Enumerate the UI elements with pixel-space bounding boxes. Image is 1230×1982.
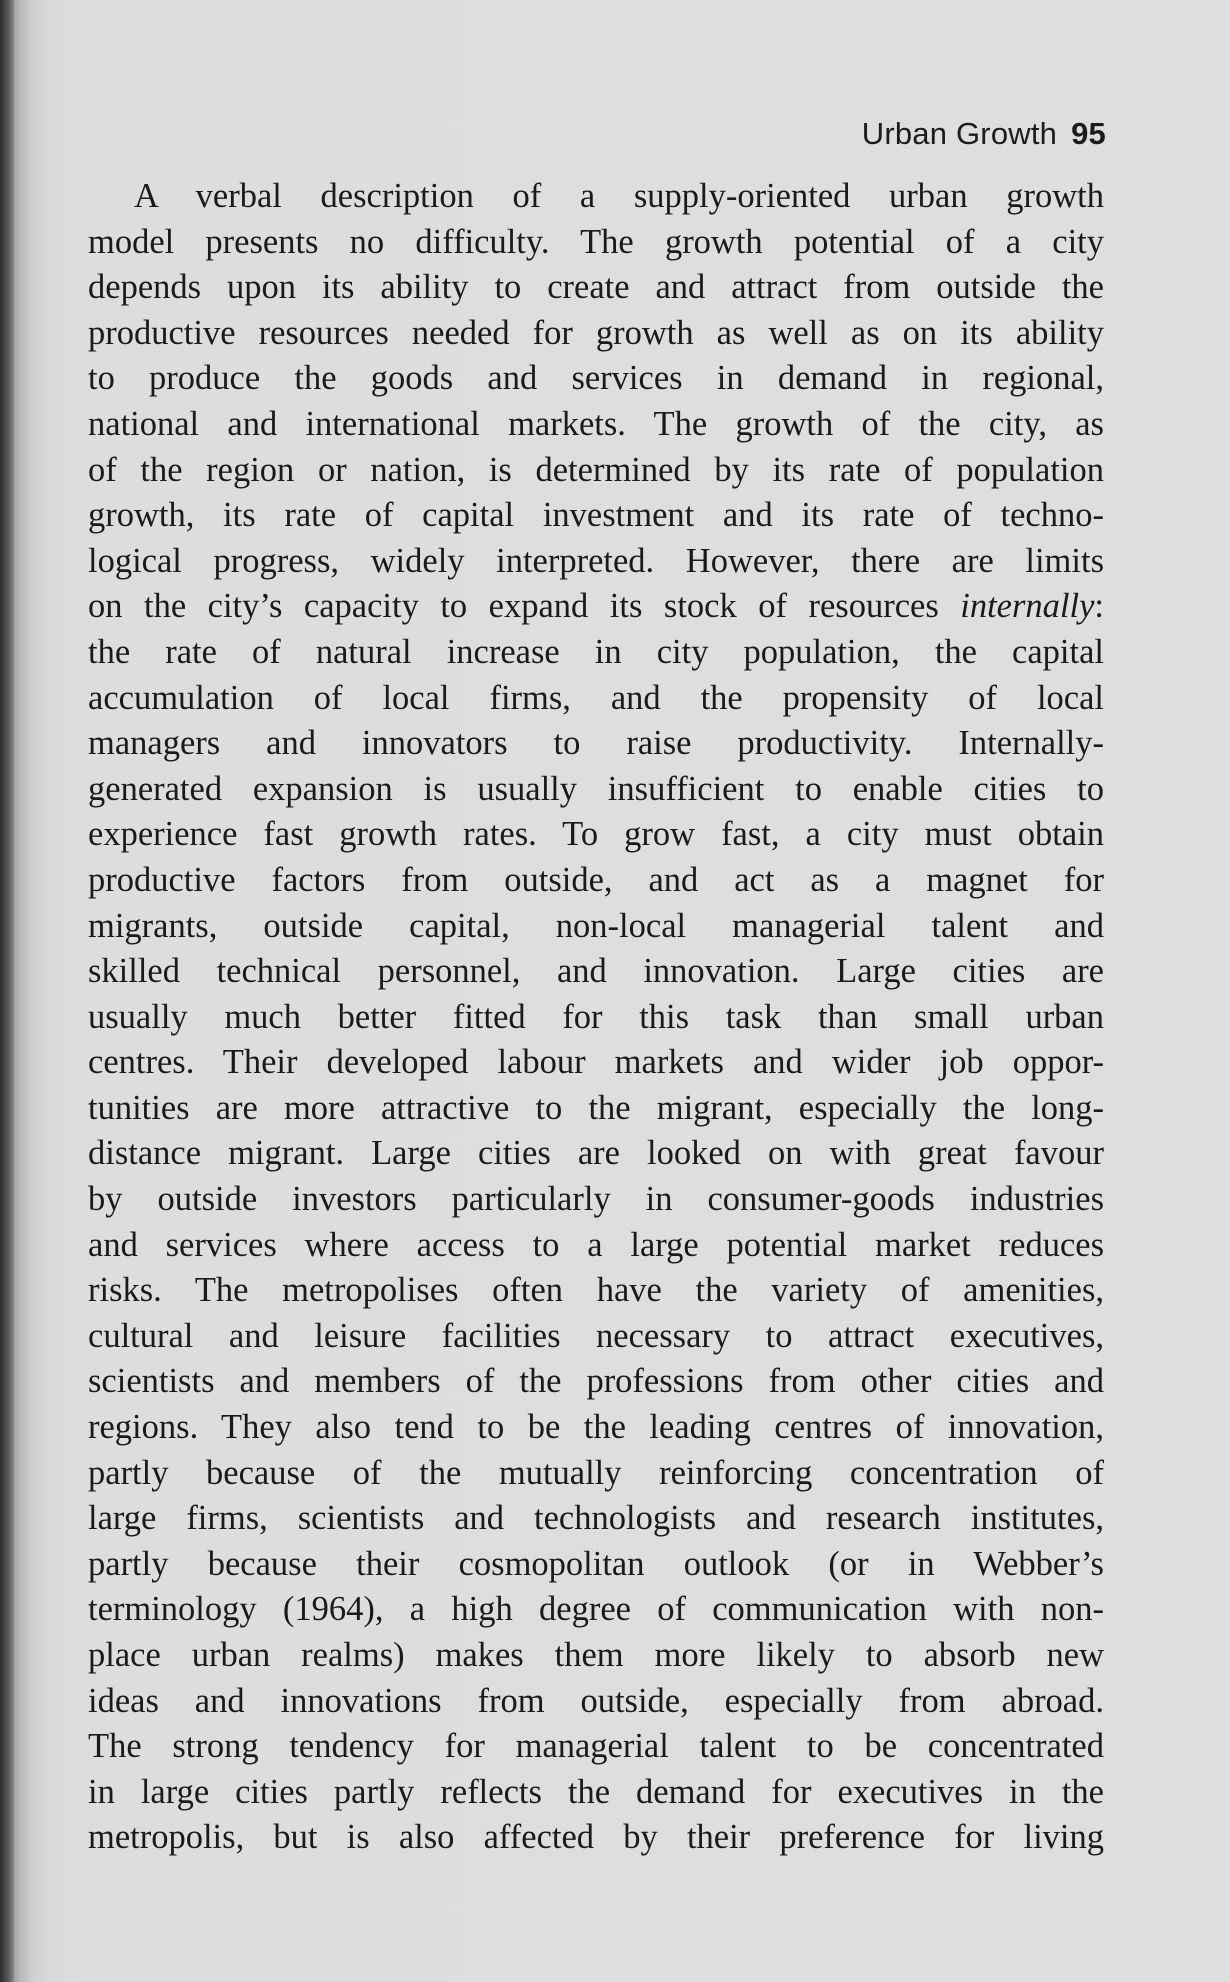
punctuation: :	[1094, 587, 1105, 626]
text-line-lead: on the city’s capacity to expand its stock of resources	[88, 587, 939, 626]
text-line: partly because of the mutually reinforcing concentration of	[88, 1453, 1104, 1492]
text-line: cultural and leisure facilities necessary to attract executives,	[88, 1316, 1104, 1355]
text-line: usually much better fitted for this task than small urban	[88, 997, 1104, 1036]
text-line: depends upon its ability to create and attract from outside the	[88, 268, 1104, 307]
text-line: scientists and members of the professions from other cities and	[88, 1362, 1104, 1401]
page-number: 95	[1071, 116, 1106, 151]
text-line: partly because their cosmopolitan outlook (or in Webber’s	[88, 1544, 1104, 1583]
running-head-title: Urban Growth	[861, 116, 1058, 151]
text-line: of the region or nation, is determined by its rate of population	[88, 450, 1104, 489]
text-line: large firms, scientists and technologists and research institutes,	[88, 1499, 1104, 1538]
text-line: A verbal description of a supply-oriented urban growth	[134, 177, 1104, 215]
text-line: generated expansion is usually insufficient to enable cities to	[88, 769, 1104, 808]
text-line: managers and innovators to raise productivity. Internally-	[88, 724, 1104, 763]
text-line: tunities are more attractive to the migrant, especially the long-	[88, 1088, 1104, 1127]
text-line: national and international markets. The growth of the city, as	[88, 404, 1104, 443]
text-line: the rate of natural increase in city population, the capital	[88, 632, 1104, 671]
text-line: to produce the goods and services in demand in regional,	[88, 359, 1104, 398]
text-line: accumulation of local firms, and the propensity of local	[88, 678, 1104, 717]
text-line: regions. They also tend to be the leading centres of innovation,	[88, 1408, 1104, 1447]
page-binding-shadow	[0, 0, 14, 1982]
text-line: place urban realms) makes them more likely to absorb new	[88, 1636, 1104, 1674]
text-line: experience fast growth rates. To grow fast, a city must obtain	[88, 815, 1104, 854]
text-line: terminology (1964), a high degree of communication with non-	[88, 1590, 1104, 1629]
text-line-with-emphasis	[88, 584, 1104, 630]
text-line: productive resources needed for growth as well as on its ability	[88, 313, 1104, 352]
text-line: model presents no difficulty. The growth potential of a city	[88, 222, 1104, 261]
text-line: migrants, outside capital, non-local managerial talent and	[88, 906, 1104, 945]
text-line: distance migrant. Large cities are looked on with great favour	[88, 1134, 1104, 1173]
text-line: skilled technical personnel, and innovation. Large cities are	[88, 952, 1104, 991]
text-line: logical progress, widely interpreted. However, there are limits	[88, 541, 1104, 580]
text-line: centres. Their developed labour markets and wider job oppor-	[88, 1043, 1104, 1082]
emphasized-word: internally	[960, 587, 1095, 626]
text-line: ideas and innovations from outside, especially from abroad.	[88, 1681, 1104, 1720]
text-line: in large cities partly reflects the demand for executives in the	[88, 1772, 1104, 1811]
body-paragraph	[88, 174, 1104, 1861]
text-line: by outside investors particularly in consumer-goods industries	[88, 1180, 1104, 1219]
running-head	[862, 116, 1106, 152]
text-line: growth, its rate of capital investment and its rate of techno-	[88, 496, 1104, 535]
text-line: The strong tendency for managerial talent to be concentrated	[88, 1727, 1104, 1766]
text-line: productive factors from outside, and act as a magnet for	[88, 860, 1104, 899]
text-line: risks. The metropolises often have the variety of amenities,	[88, 1271, 1104, 1310]
text-line: metropolis, but is also affected by their preference for living	[88, 1818, 1104, 1857]
text-line: and services where access to a large potential market reduces	[88, 1225, 1104, 1264]
